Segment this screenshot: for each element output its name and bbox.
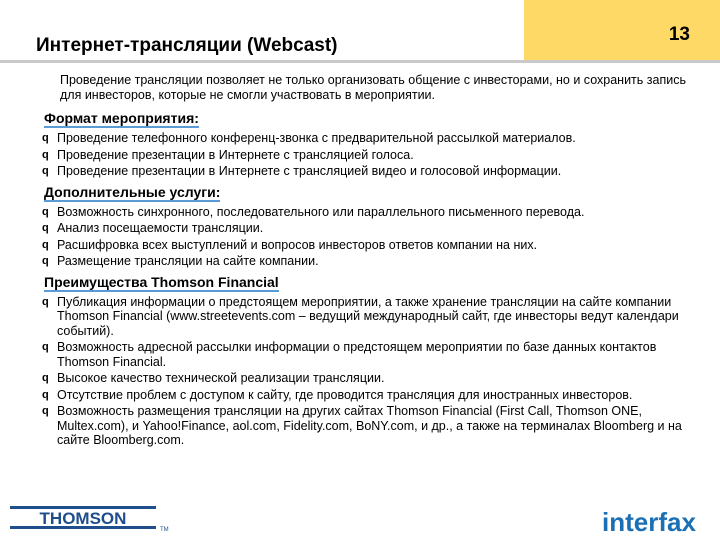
svg-text:THOMSON: THOMSON bbox=[39, 509, 127, 528]
bullet-icon: q bbox=[42, 238, 49, 251]
interfax-logo bbox=[600, 505, 712, 542]
list-item: q Размещение трансляции на сайте компании. bbox=[42, 254, 319, 268]
thomson-logo bbox=[10, 500, 180, 539]
list-item: q Отсутствие проблем с доступом к сайту, где проводится трансляция для иностранных инвесторов. bbox=[42, 387, 633, 402]
list-item: q Высокое качество технической реализации трансляции. bbox=[42, 371, 385, 385]
slide-title: Интернет-трансляции (Webcast) bbox=[36, 35, 338, 56]
bullet-icon: q bbox=[42, 165, 49, 177]
page-number: 13 bbox=[668, 24, 690, 45]
list-item: q Возможность размещения трансляции на других сайтах Thomson Financial (First Call, Thomson ONE, Multex.com), и Yahoo!Finance, aol.com, Fidelity.com, BoNY.com, и др., а также на терминалах Bloomberg и на сайте Bloomberg.com. bbox=[42, 404, 682, 447]
bullet-icon: q bbox=[42, 341, 49, 353]
bullet-icon: q bbox=[42, 372, 49, 384]
list-item: q Проведение презентации в Интернете с трансляцией голоса. bbox=[42, 147, 414, 162]
section-heading: Формат мероприятия: bbox=[44, 110, 199, 126]
slide-body bbox=[42, 73, 702, 451]
bullet-list bbox=[42, 131, 702, 179]
bullet-icon: q bbox=[42, 295, 49, 308]
bullet-list bbox=[42, 295, 702, 448]
slide-header bbox=[0, 0, 720, 64]
list-item: q Возможность адресной рассылки информации о предстоящем мероприятии по базе данных контактов Thomson Financial. bbox=[42, 340, 657, 369]
bullet-icon: q bbox=[42, 205, 49, 218]
list-item: q Публикация информации о предстоящем мероприятии, а также хранение трансляции на сайте компании Thomson Financial (www.streetevents.com – ведущий международный сайт, где инвесторы ведут календари событий). bbox=[42, 294, 679, 338]
page-number-box bbox=[524, 0, 720, 60]
intro-paragraph: Проведение трансляции позволяет не только организовать общение с инвесторами, но и сохранить запись для инвесторов, которые не смогли участвовать в мероприятии. bbox=[60, 73, 686, 102]
bullet-icon: q bbox=[42, 255, 49, 267]
list-item: q Проведение презентации в Интернете с трансляцией видео и голосовой информации. bbox=[42, 164, 562, 178]
list-item: q Возможность синхронного, последовательного или параллельного письменного перевода. bbox=[42, 204, 585, 219]
section-heading: Преимущества Thomson Financial bbox=[44, 273, 279, 290]
list-item: q Анализ посещаемости трансляции. bbox=[42, 221, 264, 235]
svg-text:interfax: interfax bbox=[602, 507, 696, 537]
list-item: q Проведение телефонного конференц-звонка с предварительной рассылкой материалов. bbox=[42, 131, 576, 145]
section-advantages bbox=[42, 272, 702, 448]
svg-text:TM: TM bbox=[160, 527, 169, 533]
bullet-icon: q bbox=[42, 405, 49, 417]
section-format bbox=[42, 108, 702, 179]
header-divider bbox=[0, 60, 720, 63]
bullet-icon: q bbox=[42, 388, 49, 401]
bullet-icon: q bbox=[42, 222, 49, 234]
section-heading: Дополнительные услуги: bbox=[44, 183, 221, 200]
bullet-list bbox=[42, 205, 702, 269]
bullet-icon: q bbox=[42, 132, 49, 144]
list-item: q Расшифровка всех выступлений и вопросов инвесторов ответов компании на них. bbox=[42, 237, 538, 252]
bullet-icon: q bbox=[42, 148, 49, 161]
section-additional-services bbox=[42, 182, 702, 269]
